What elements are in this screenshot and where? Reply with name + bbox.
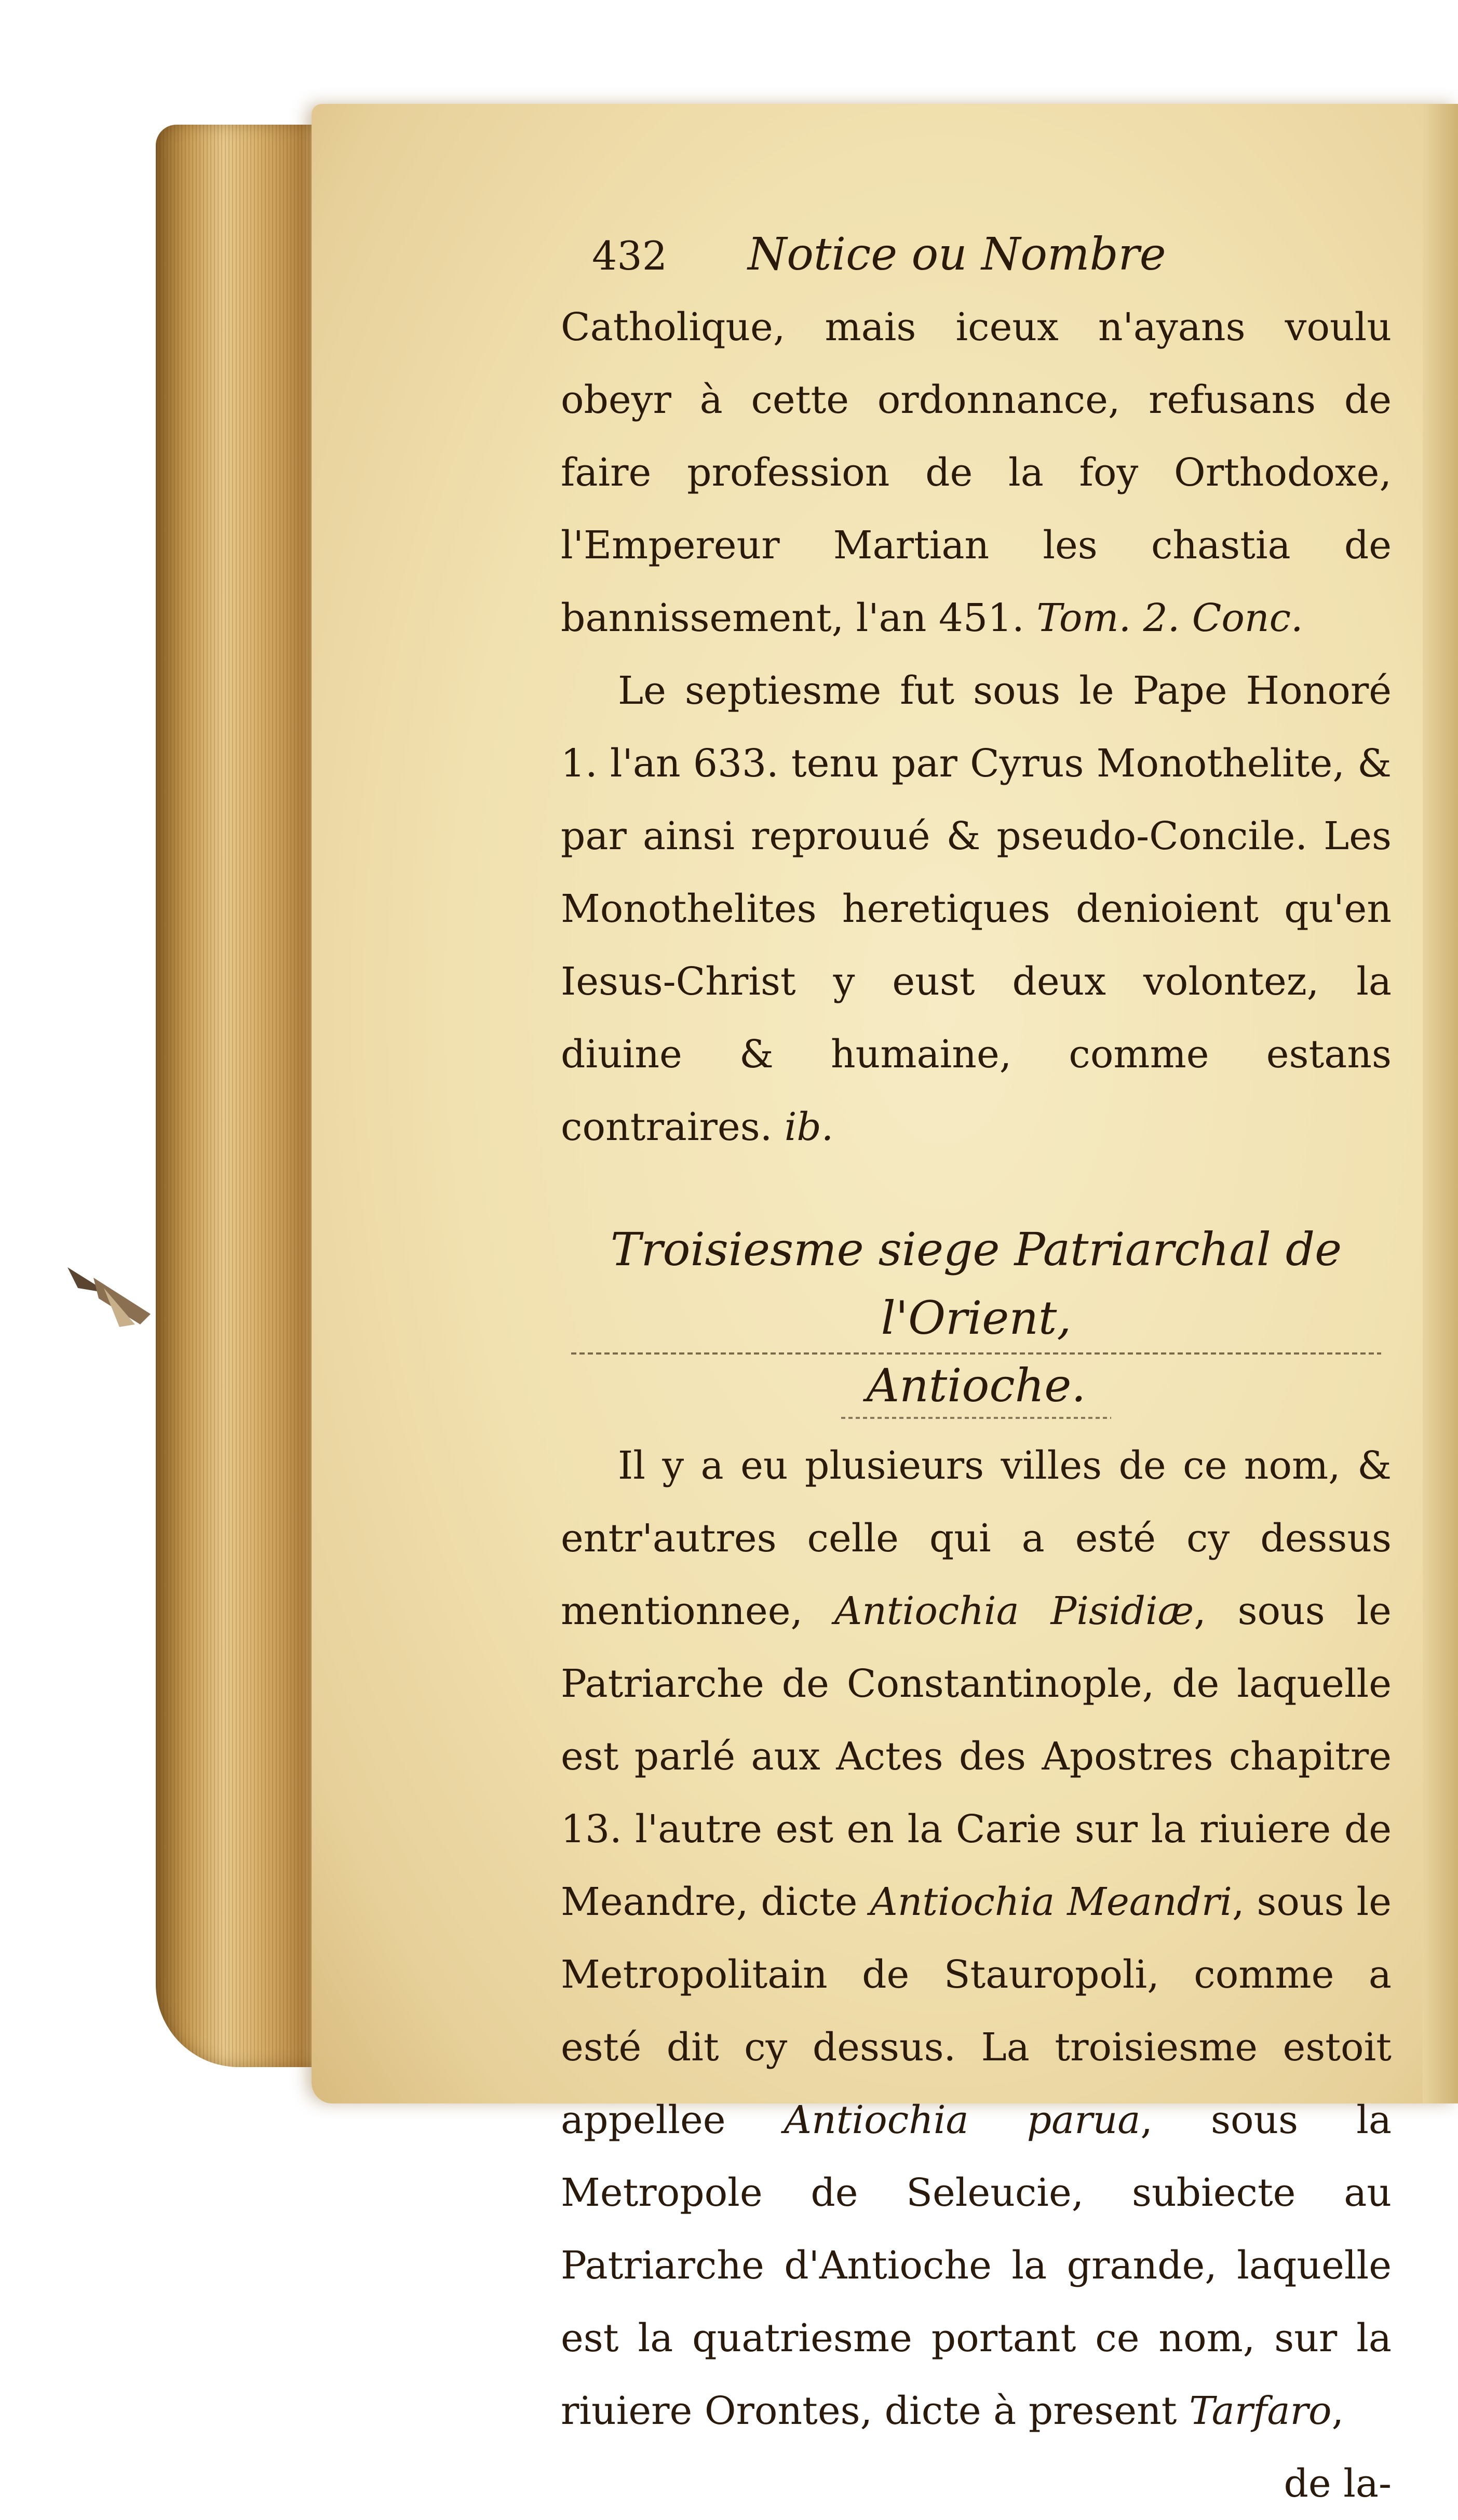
next-page-edge xyxy=(1423,104,1458,2103)
latin-name: Antiochia Meandri xyxy=(870,1880,1232,1924)
section-heading: Troisiesme siege Patriarchal de l'Orient, xyxy=(610,1223,1342,1345)
paragraph-text: , xyxy=(1331,2389,1344,2433)
page-text xyxy=(561,218,1392,2520)
paragraph-text: Catholique, mais iceux n'ayans voulu obeyr à cette ordonnance, refusans de faire profession de la foy Orthodoxe, l'Empereur Martian les chastia de bannissement, l'an 451. xyxy=(561,305,1392,640)
paragraph xyxy=(561,291,1392,654)
paragraph-text: , sous la Metropole de Seleucie, subiecte au Patriarche d'Antioche la grande, laquelle est la quatriesme portant ce nom, sur la riuiere Orontes, dicte à present xyxy=(561,2098,1392,2433)
catchword: de la- xyxy=(1284,2461,1392,2506)
moth-specimen-icon xyxy=(62,1257,156,1330)
latin-name: Antiochia Pisidiæ xyxy=(834,1589,1194,1633)
paragraph-text: Le septiesme fut sous le Pape Honoré 1. l'an 633. tenu par Cyrus Monothelite, & par ainsi reprouué & pseudo-Concile. Les Monothelites heretiques denioient qu'en Iesus-Christ y eust deux volontez, la diuine & humaine, comme estans contraires. xyxy=(561,668,1392,1149)
book-fore-edge xyxy=(156,125,327,2067)
paragraph xyxy=(561,1429,1392,2447)
paragraph-text: , sous le Metropolitain de Stauropoli, comme a esté dit cy dessus. La troisiesme estoit appellee xyxy=(561,1880,1392,2142)
running-title: Notice ou Nombre xyxy=(748,229,1166,280)
reference: Tom. 2. Conc. xyxy=(1036,596,1303,640)
page-number: 432 xyxy=(592,233,668,279)
paragraph-text: Il y a eu plusieurs villes de ce nom, & entr'autres celle qui a esté cy dessus mentionnee, xyxy=(561,1443,1392,1633)
paragraph xyxy=(561,654,1392,1163)
section-heading-subtitle: Antioche. xyxy=(866,1359,1086,1412)
reference: ib. xyxy=(784,1105,834,1149)
latin-name: Tarfaro xyxy=(1189,2389,1332,2433)
latin-name: Antiochia parua xyxy=(784,2098,1141,2142)
heading-rule xyxy=(841,1417,1111,1419)
page-header xyxy=(592,218,1392,291)
paragraph-text: , sous le Patriarche de Constantinople, de laquelle est parlé aux Actes des Apostres chapitre 13. l'autre est en la Carie sur la riuiere de Meandre, dicte xyxy=(561,1589,1392,1924)
